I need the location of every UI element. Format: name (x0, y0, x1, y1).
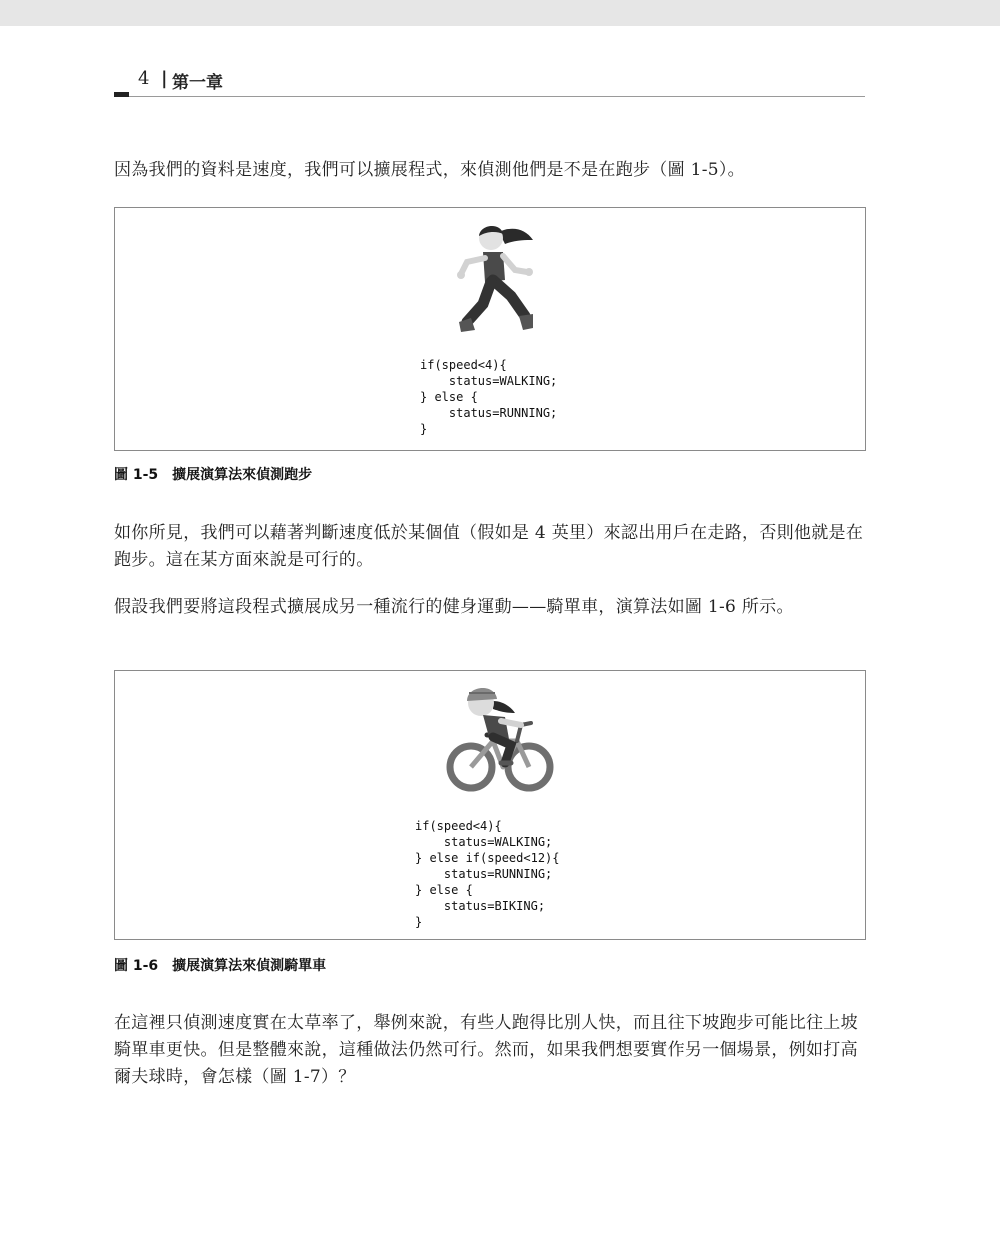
caption-text: 擴展演算法來偵測跑步 (172, 467, 313, 483)
paragraph-4: 在這裡只偵測速度實在太草率了，舉例來說，有些人跑得比別人快，而且往下坡跑步可能比往上坡騎單車更快。但是整體來說，這種做法仍然可行。然而，如果我們想要實作另一個場景，例如打高爾夫球時，會怎樣（圖 1-7）？ (114, 1013, 858, 1087)
figure-1-5 (114, 207, 866, 451)
caption-text: 擴展演算法來偵測騎單車 (172, 958, 327, 974)
figure-caption-1-5 (114, 464, 312, 484)
caption-label: 圖 1-6 (114, 958, 159, 974)
chapter-title: 第一章 (172, 73, 223, 93)
code-snippet: if(speed<4){ status=WALKING; } else { status=RUNNING; } (420, 358, 558, 436)
paragraph-3: 假設我們要將這段程式擴展成另一種流行的健身運動——騎單車，演算法如圖 1-6 所示。 (114, 597, 794, 617)
cycling-woman-icon (445, 679, 557, 795)
page-number: 4 (138, 68, 150, 89)
paragraph-2: 如你所見，我們可以藉著判斷速度低於某個值（假如是 4 英里）來認出用戶在走路，否則他就是在跑步。這在某方面來說是可行的。 (114, 523, 864, 570)
paragraph-1: 因為我們的資料是速度，我們可以擴展程式，來偵測他們是不是在跑步（圖 1-5）。 (114, 160, 745, 180)
caption-label: 圖 1-5 (114, 467, 159, 483)
code-snippet: if(speed<4){ status=WALKING; } else if(speed<12){ status=RUNNING; } else { status=BIKING; } (415, 819, 560, 929)
header-marker (114, 92, 129, 97)
figure-1-6 (114, 670, 866, 940)
running-woman-icon (453, 218, 543, 336)
page-header (114, 66, 865, 97)
top-margin-bar (0, 0, 1000, 26)
header-separator: | (161, 68, 168, 89)
figure-caption-1-6 (114, 955, 326, 975)
